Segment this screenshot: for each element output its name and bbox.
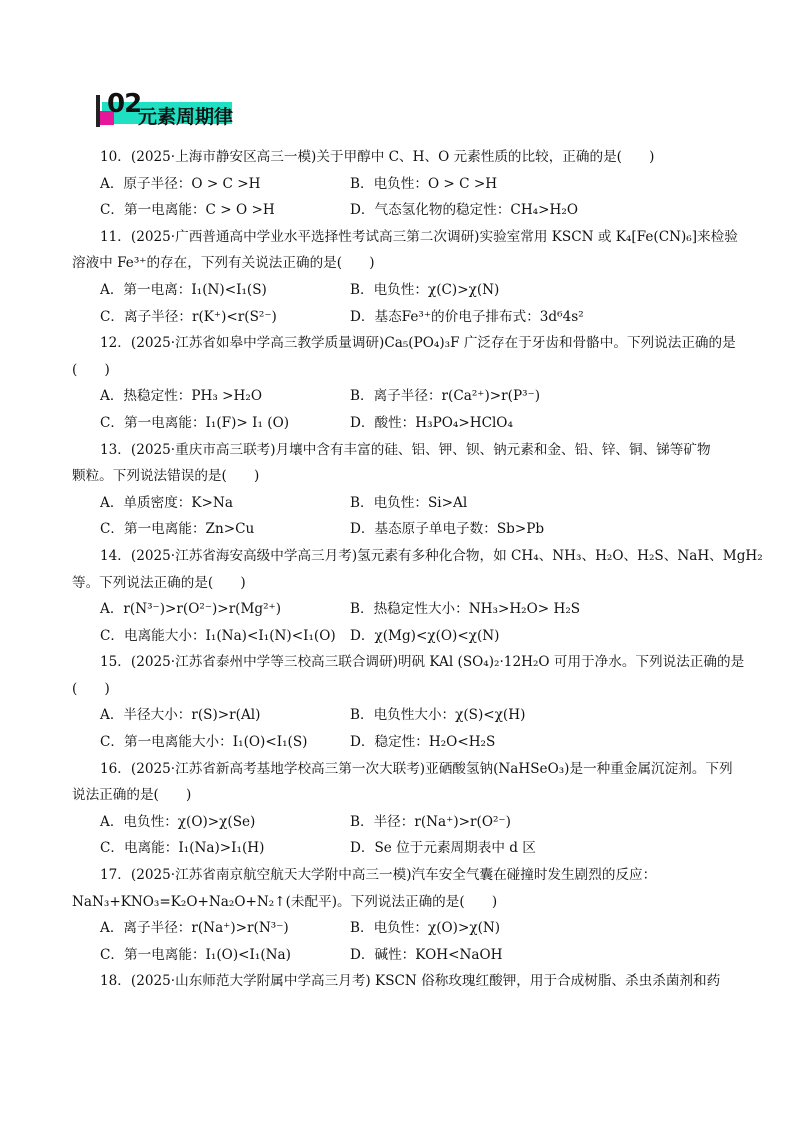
option-row (72, 383, 732, 410)
option-d: D．酸性：H₃PO₄>HClO₄ (350, 414, 513, 431)
option-b: B．热稳定性大小：NH₃>H₂O> H₂S (350, 601, 581, 618)
option-d: D．χ(Mg)<χ(O)<χ(N) (350, 627, 500, 644)
option-row (72, 516, 732, 543)
option-c: C．电离能大小：I₁(Na)<I₁(N)<I₁(O) (100, 627, 336, 644)
section-number: 02 (107, 89, 142, 119)
question-13 (72, 437, 732, 543)
option-c: C．第一电离能：I₁(O)<I₁(Na) (100, 946, 291, 963)
option-a: A．离子半径：r(Na⁺)>r(N³⁻) (100, 920, 289, 937)
question-stem-cont: 溶液中 Fe³⁺的存在，下列有关说法正确的是( ) (72, 255, 375, 272)
option-row (72, 490, 732, 517)
section-title: 元素周期律 (138, 106, 234, 128)
option-row (72, 197, 732, 224)
option-row (72, 702, 732, 729)
question-list (72, 144, 763, 995)
question-stem-cont: 等。下列说法正确的是( ) (72, 574, 246, 591)
question-stem-cont: ( ) (72, 361, 110, 378)
question-12 (72, 330, 736, 436)
option-b: B．电负性：Si>Al (350, 494, 468, 511)
option-row (72, 304, 732, 331)
option-row (72, 835, 732, 862)
question-stem: 11．(2025·广西普通高中学业水平选择性考试高三第二次调研)实验室常用 KSCN 或 K₄[Fe(CN)₆]来检验 (100, 228, 738, 245)
option-row (72, 277, 732, 304)
option-b: B．半径：r(Na⁺)>r(O²⁻) (350, 813, 511, 830)
question-stem: 12．(2025·江苏省如皋中学高三教学质量调研)Ca₅(PO₄)₃F 广泛存在于牙齿和骨骼中。下列说法正确的是 (100, 335, 736, 352)
option-b: B．电负性：χ(C)>χ(N) (350, 281, 500, 298)
option-row (72, 915, 732, 942)
option-row (72, 942, 732, 969)
question-stem: 17．(2025·江苏省南京航空航天大学附中高三一模)汽车安全气囊在碰撞时发生剧烈的反应： (100, 867, 657, 884)
option-a: A．半径大小：r(S)>r(Al) (100, 707, 261, 724)
option-row (72, 171, 732, 198)
option-a: A．单质密度：K>Na (100, 494, 233, 511)
option-a: A．原子半径：O > C >H (100, 175, 261, 192)
question-17 (72, 862, 732, 968)
option-c: C．电离能：I₁(Na)>I₁(H) (100, 840, 265, 857)
question-stem: 14．(2025·江苏省海安高级中学高三月考)氢元素有多种化合物，如 CH₄、NH₃、H₂O、H₂S、NaH、MgH₂ (100, 547, 763, 564)
option-row (72, 410, 732, 437)
question-stem-cont: 颗粒。下列说法错误的是( ) (72, 468, 260, 485)
option-b: B．电负性大小：χ(S)<χ(H) (350, 707, 526, 724)
option-d: D．Se 位于元素周期表中 d 区 (350, 840, 536, 857)
option-row (72, 729, 732, 756)
question-16 (72, 756, 732, 862)
option-a: A．电负性：χ(O)>χ(Se) (100, 813, 256, 830)
question-stem: 15．(2025·江苏省泰州中学等三校高三联合调研)明矾 KAl (SO₄)₂·12H₂O 可用于净水。下列说法正确的是 (100, 654, 745, 671)
option-c: C．第一电离能：C > O >H (100, 202, 275, 219)
option-c: C．第一电离能大小：I₁(O)<I₁(S) (100, 734, 308, 751)
option-d: D．碱性：KOH<NaOH (350, 946, 503, 963)
question-15 (72, 649, 745, 755)
question-stem-cont: ( ) (72, 680, 110, 697)
question-stem: 16．(2025·江苏省新高考基地学校高三第一次大联考)亚硒酸氢钠(NaHSeO₃)是一种重金属沉淀剂。下列 (100, 760, 733, 777)
option-b: B．电负性：χ(O)>χ(N) (350, 920, 501, 937)
question-10 (72, 144, 732, 224)
question-stem-cont: 说法正确的是( ) (72, 787, 192, 804)
option-b: B．离子半径：r(Ca²⁺)>r(P³⁻) (350, 388, 541, 405)
option-a: A．r(N³⁻)>r(O²⁻)>r(Mg²⁺) (100, 601, 282, 618)
question-stem: 13．(2025·重庆市高三联考)月壤中含有丰富的硅、铝、钾、钡、钠元素和金、铅、锌、铜、锑等矿物 (100, 441, 711, 458)
option-d: D．稳定性：H₂O<H₂S (350, 734, 496, 751)
option-a: A．第一电离：I₁(N)<I₁(S) (100, 281, 267, 298)
option-d: D．基态原子单电子数：Sb>Pb (350, 521, 545, 538)
question-11 (72, 224, 738, 330)
option-a: A．热稳定性：PH₃ >H₂O (100, 388, 262, 405)
question-stem: 10．(2025·上海市静安区高三一模)关于甲醇中 C、H、O 元素性质的比较，正确的是( ) (100, 149, 655, 165)
option-row (72, 623, 732, 650)
question-18 (72, 968, 732, 995)
option-row (72, 596, 732, 623)
option-row (72, 809, 732, 836)
option-c: C．第一电离能：Zn>Cu (100, 521, 255, 538)
question-stem-cont: NaN₃+KNO₃=K₂O+Na₂O+N₂↑(未配平)。下列说法正确的是( ) (72, 893, 498, 910)
question-14 (72, 543, 763, 649)
question-stem: 18．(2025·山东师范大学附属中学高三月考) KSCN 俗称玫瑰红酸钾，用于合成树脂、杀虫杀菌剂和药 (100, 973, 721, 990)
option-c: C．离子半径：r(K⁺)<r(S²⁻) (100, 308, 277, 325)
option-c: C．第一电离能：I₁(F)> I₁ (O) (100, 414, 290, 431)
section-header (96, 89, 236, 129)
option-b: B．电负性：O > C >H (350, 175, 498, 192)
option-d: D．气态氢化物的稳定性：CH₄>H₂O (350, 202, 578, 219)
option-d: D．基态Fe³⁺的价电子排布式：3d⁶4s² (350, 308, 584, 325)
